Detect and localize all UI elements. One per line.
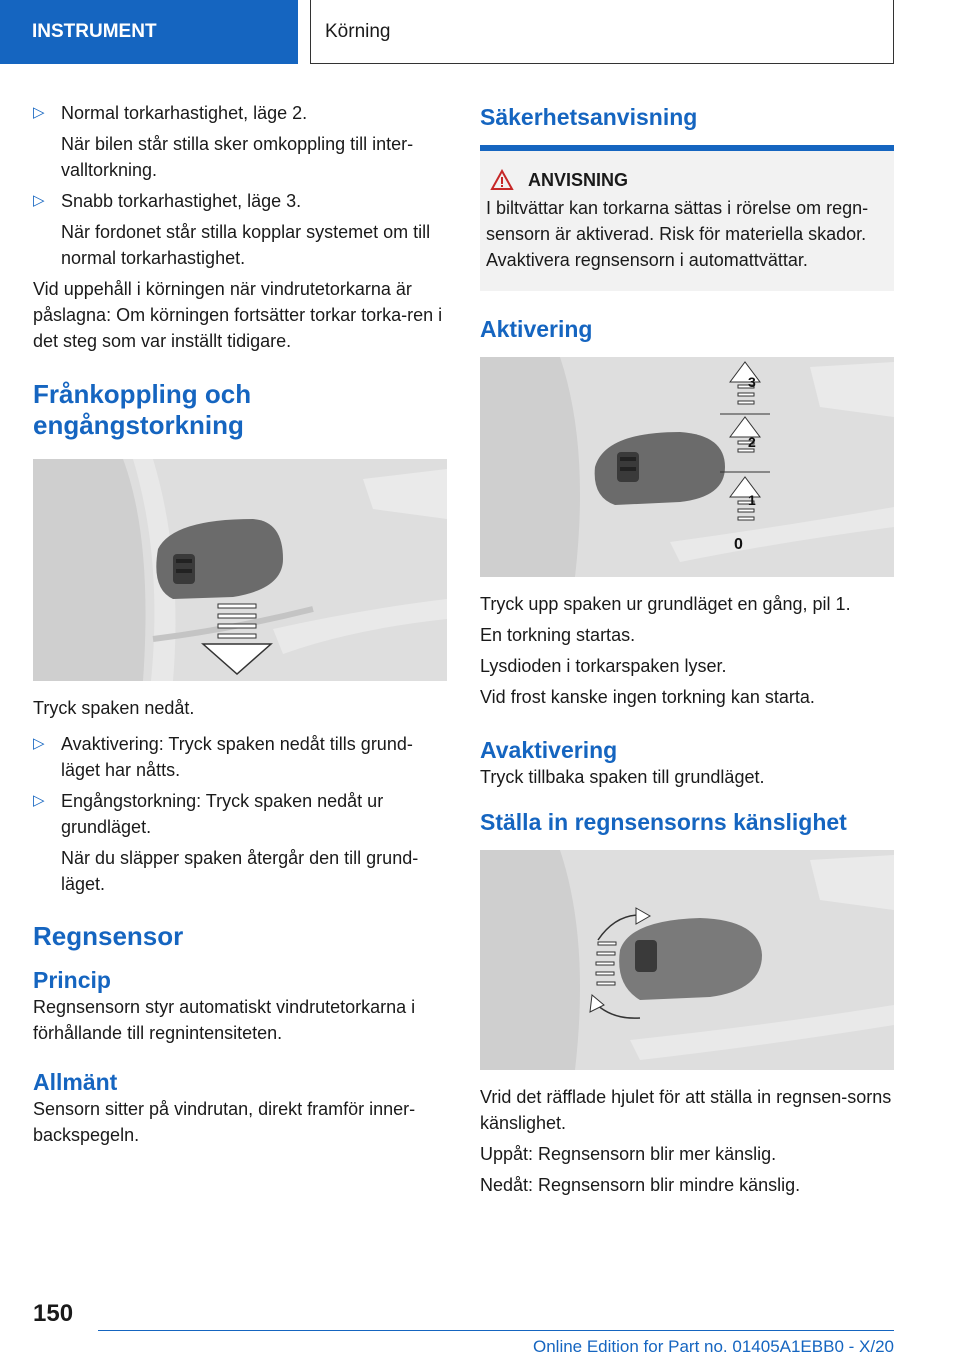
paragraph: Sensorn sitter på vindrutan, direkt framför inner-backspegeln.	[33, 1099, 416, 1145]
page-number: 150	[33, 1300, 74, 1327]
triangle-bullet-icon: ▷	[33, 192, 45, 209]
list-item: ▷ Normal torkarhastighet, läge 2.	[33, 100, 447, 126]
position-label-2: 2	[748, 434, 756, 450]
paragraph: Tryck spaken nedåt.	[33, 698, 195, 718]
heading-princip: Princip	[33, 967, 111, 993]
notice-box	[480, 145, 894, 291]
heading-frankoppling: Frånkoppling och engångstorkning	[33, 379, 252, 440]
paragraph: Tryck tillbaka spaken till grundläget.	[480, 767, 765, 787]
triangle-bullet-icon: ▷	[33, 792, 45, 809]
list-item-detail: När du släpper spaken återgår den till grund-läget.	[61, 848, 419, 894]
paragraph: Vid frost kanske ingen torkning kan starta.	[480, 687, 815, 707]
heading-regnsensor: Regnsensor	[33, 921, 184, 951]
paragraph: Tryck upp spaken ur grundläget en gång, pil 1.	[480, 594, 851, 614]
heading-aktivering: Aktivering	[480, 316, 593, 342]
footer-edition: Online Edition for Part no. 01405A1EBB0 - X/20	[532, 1337, 894, 1356]
paragraph: Uppåt: Regnsensorn blir mer känslig.	[480, 1144, 777, 1164]
figure-wiper-stalk-down	[33, 459, 447, 681]
triangle-bullet-icon: ▷	[33, 104, 45, 121]
footer-divider	[98, 1330, 894, 1331]
heading-avaktivering: Avaktivering	[480, 737, 618, 763]
notice-title: ANVISNING	[528, 169, 629, 190]
section-tab: INSTRUMENT	[0, 0, 298, 64]
paragraph: Vrid det räfflade hjulet för att ställa in regnsen-sorns känslighet.	[480, 1087, 892, 1133]
paragraph: Regnsensorn styr automatiskt vindrutetorkarna i förhållande till regnintensiteten.	[33, 997, 416, 1043]
heading-sakerhet: Säkerhetsanvisning	[480, 104, 698, 130]
wiper-stalk-up-illustration	[480, 357, 894, 577]
list-item: ▷ Avaktivering: Tryck spaken nedåt tills grund-läget har nåtts.	[33, 731, 447, 783]
paragraph: Lysdioden i torkarspaken lyser.	[480, 656, 727, 676]
position-label-1: 1	[748, 492, 756, 508]
wiper-stalk-down-illustration	[33, 459, 447, 681]
list-item-detail: När fordonet står stilla kopplar systemet om till normal torkarhastighet.	[61, 222, 431, 268]
list-item: ▷ Engångstorkning: Tryck spaken nedåt ur grundläget.	[33, 788, 447, 840]
position-label-0: 0	[734, 536, 743, 553]
triangle-bullet-icon: ▷	[33, 735, 45, 752]
figure-wiper-sensitivity-wheel	[480, 850, 894, 1070]
list-item-detail: När bilen står stilla sker omkoppling till inter-valltorkning.	[61, 134, 414, 180]
list-item: ▷ Snabb torkarhastighet, läge 3.	[33, 188, 447, 214]
paragraph: Nedåt: Regnsensorn blir mindre känslig.	[480, 1175, 801, 1195]
warning-triangle-icon	[490, 169, 514, 191]
left-column	[33, 100, 447, 1153]
chapter-title: Körning	[310, 0, 894, 64]
figure-wiper-stalk-up	[480, 357, 894, 577]
heading-allmant: Allmänt	[33, 1069, 118, 1095]
right-column	[480, 100, 894, 1203]
notice-text: I biltvättar kan torkarna sättas i rörelse om regn-sensorn är aktiverad. Risk för materiella skador. Avaktivera regnsensorn i automattvättar.	[486, 198, 869, 270]
position-label-3: 3	[748, 374, 756, 390]
paragraph: En torkning startas.	[480, 625, 636, 645]
paragraph: Vid uppehåll i körningen när vindrutetorkarna är påslagna: Om körningen fortsätter torkar torka-ren i det steg som var inställt tidigare.	[33, 279, 443, 351]
heading-stalla-in: Ställa in regnsensorns känslighet	[480, 809, 847, 835]
wiper-sensitivity-wheel-illustration	[480, 850, 894, 1070]
